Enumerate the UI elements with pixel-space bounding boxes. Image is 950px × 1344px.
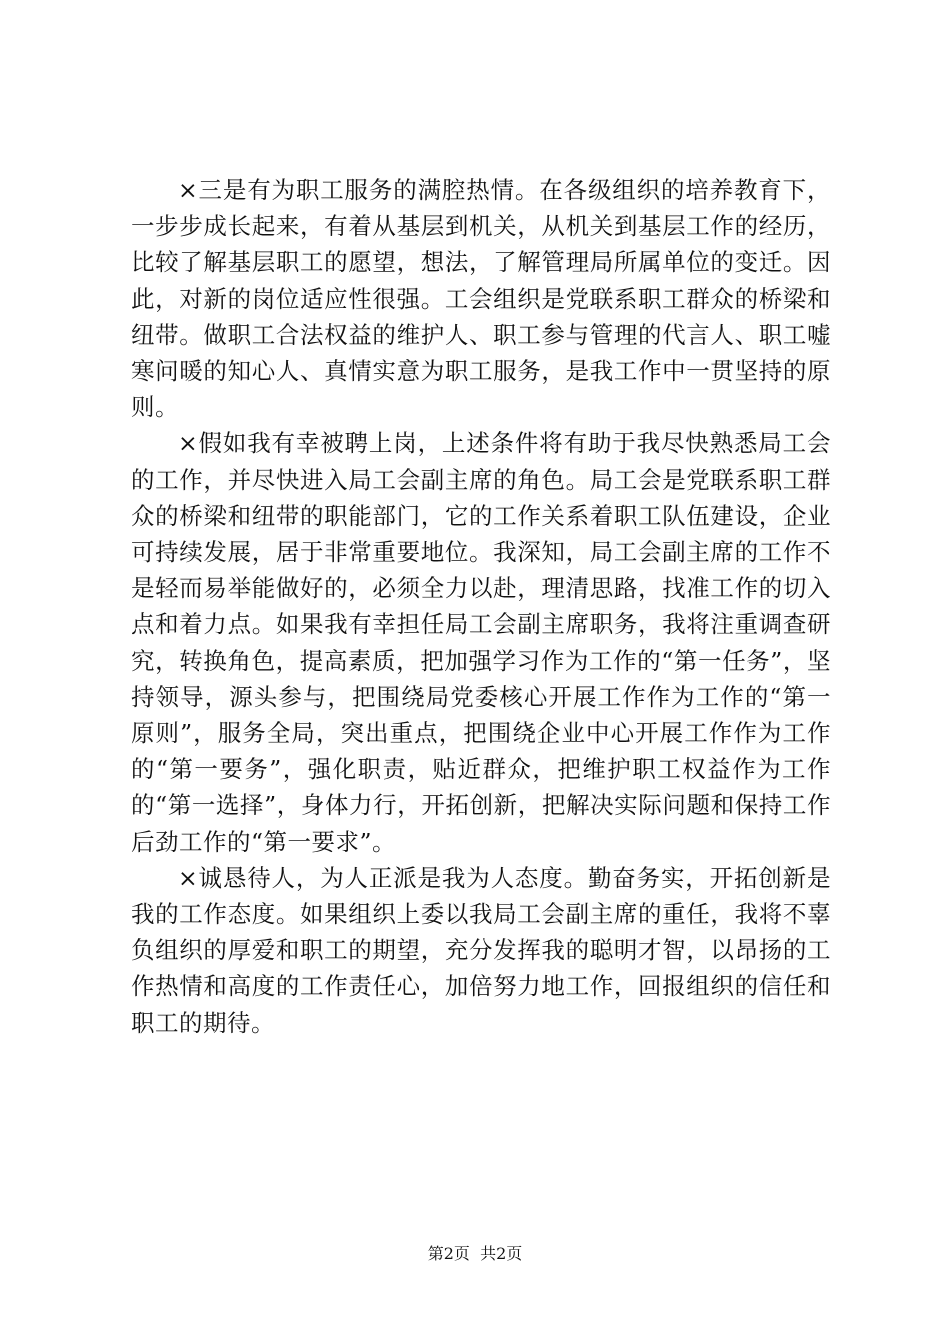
page-number: 第2页 共2页 bbox=[427, 1244, 523, 1263]
paragraph-qualities: ×三是有为职工服务的满腔热情。在各级组织的培养教育下，一步步成长起来，有着从基层到机关，从机关到基层工作的经历，比较了解基层职工的愿望，想法，了解管理局所属单位的变迁。因此，对新的岗位适应性很强。工会组织是党联系职工群众的桥梁和纽带。做职工合法权益的维护人、职工参与管理的代言人、职工嘘寒问暖的知心人、真情实意为职工服务，是我工作中一贯坚持的原则。 bbox=[131, 176, 831, 422]
paragraph-plans: ×假如我有幸被聘上岗，上述条件将有助于我尽快熟悉局工会的工作，并尽快进入局工会副主席的角色。局工会是党联系职工群众的桥梁和纽带的职能部门，它的工作关系着职工队伍建设，企业可持续发展，居于非常重要地位。我深知，局工会副主席的工作不是轻而易举能做好的，必须全力以赴，理清思路，找准工作的切入点和着力点。如果我有幸担任局工会副主席职务，我将注重调查研究，转换角色，提高素质，把加强学习作为工作的“第一任务”，坚持领导，源头参与，把围绕局党委核心开展工作作为工作的“第一原则”，服务全局，突出重点，把围绕企业中心开展工作作为工作的“第一要务”，强化职责，贴近群众，把维护职工权益作为工作的“第一选择”，身体力行，开拓创新，把解决实际问题和保持工作后劲工作的“第一要求”。 bbox=[131, 429, 831, 856]
page-footer bbox=[0, 1244, 950, 1264]
document-body bbox=[131, 172, 831, 1041]
paragraph-attitude: ×诚恳待人，为人正派是我为人态度。勤奋务实，开拓创新是我的工作态度。如果组织上委以我局工会副主席的重任，我将不辜负组织的厚爱和职工的期望，充分发挥我的聪明才智，以昂扬的工作热情和高度的工作责任心，加倍努力地工作，回报组织的信任和职工的期待。 bbox=[131, 863, 831, 1037]
